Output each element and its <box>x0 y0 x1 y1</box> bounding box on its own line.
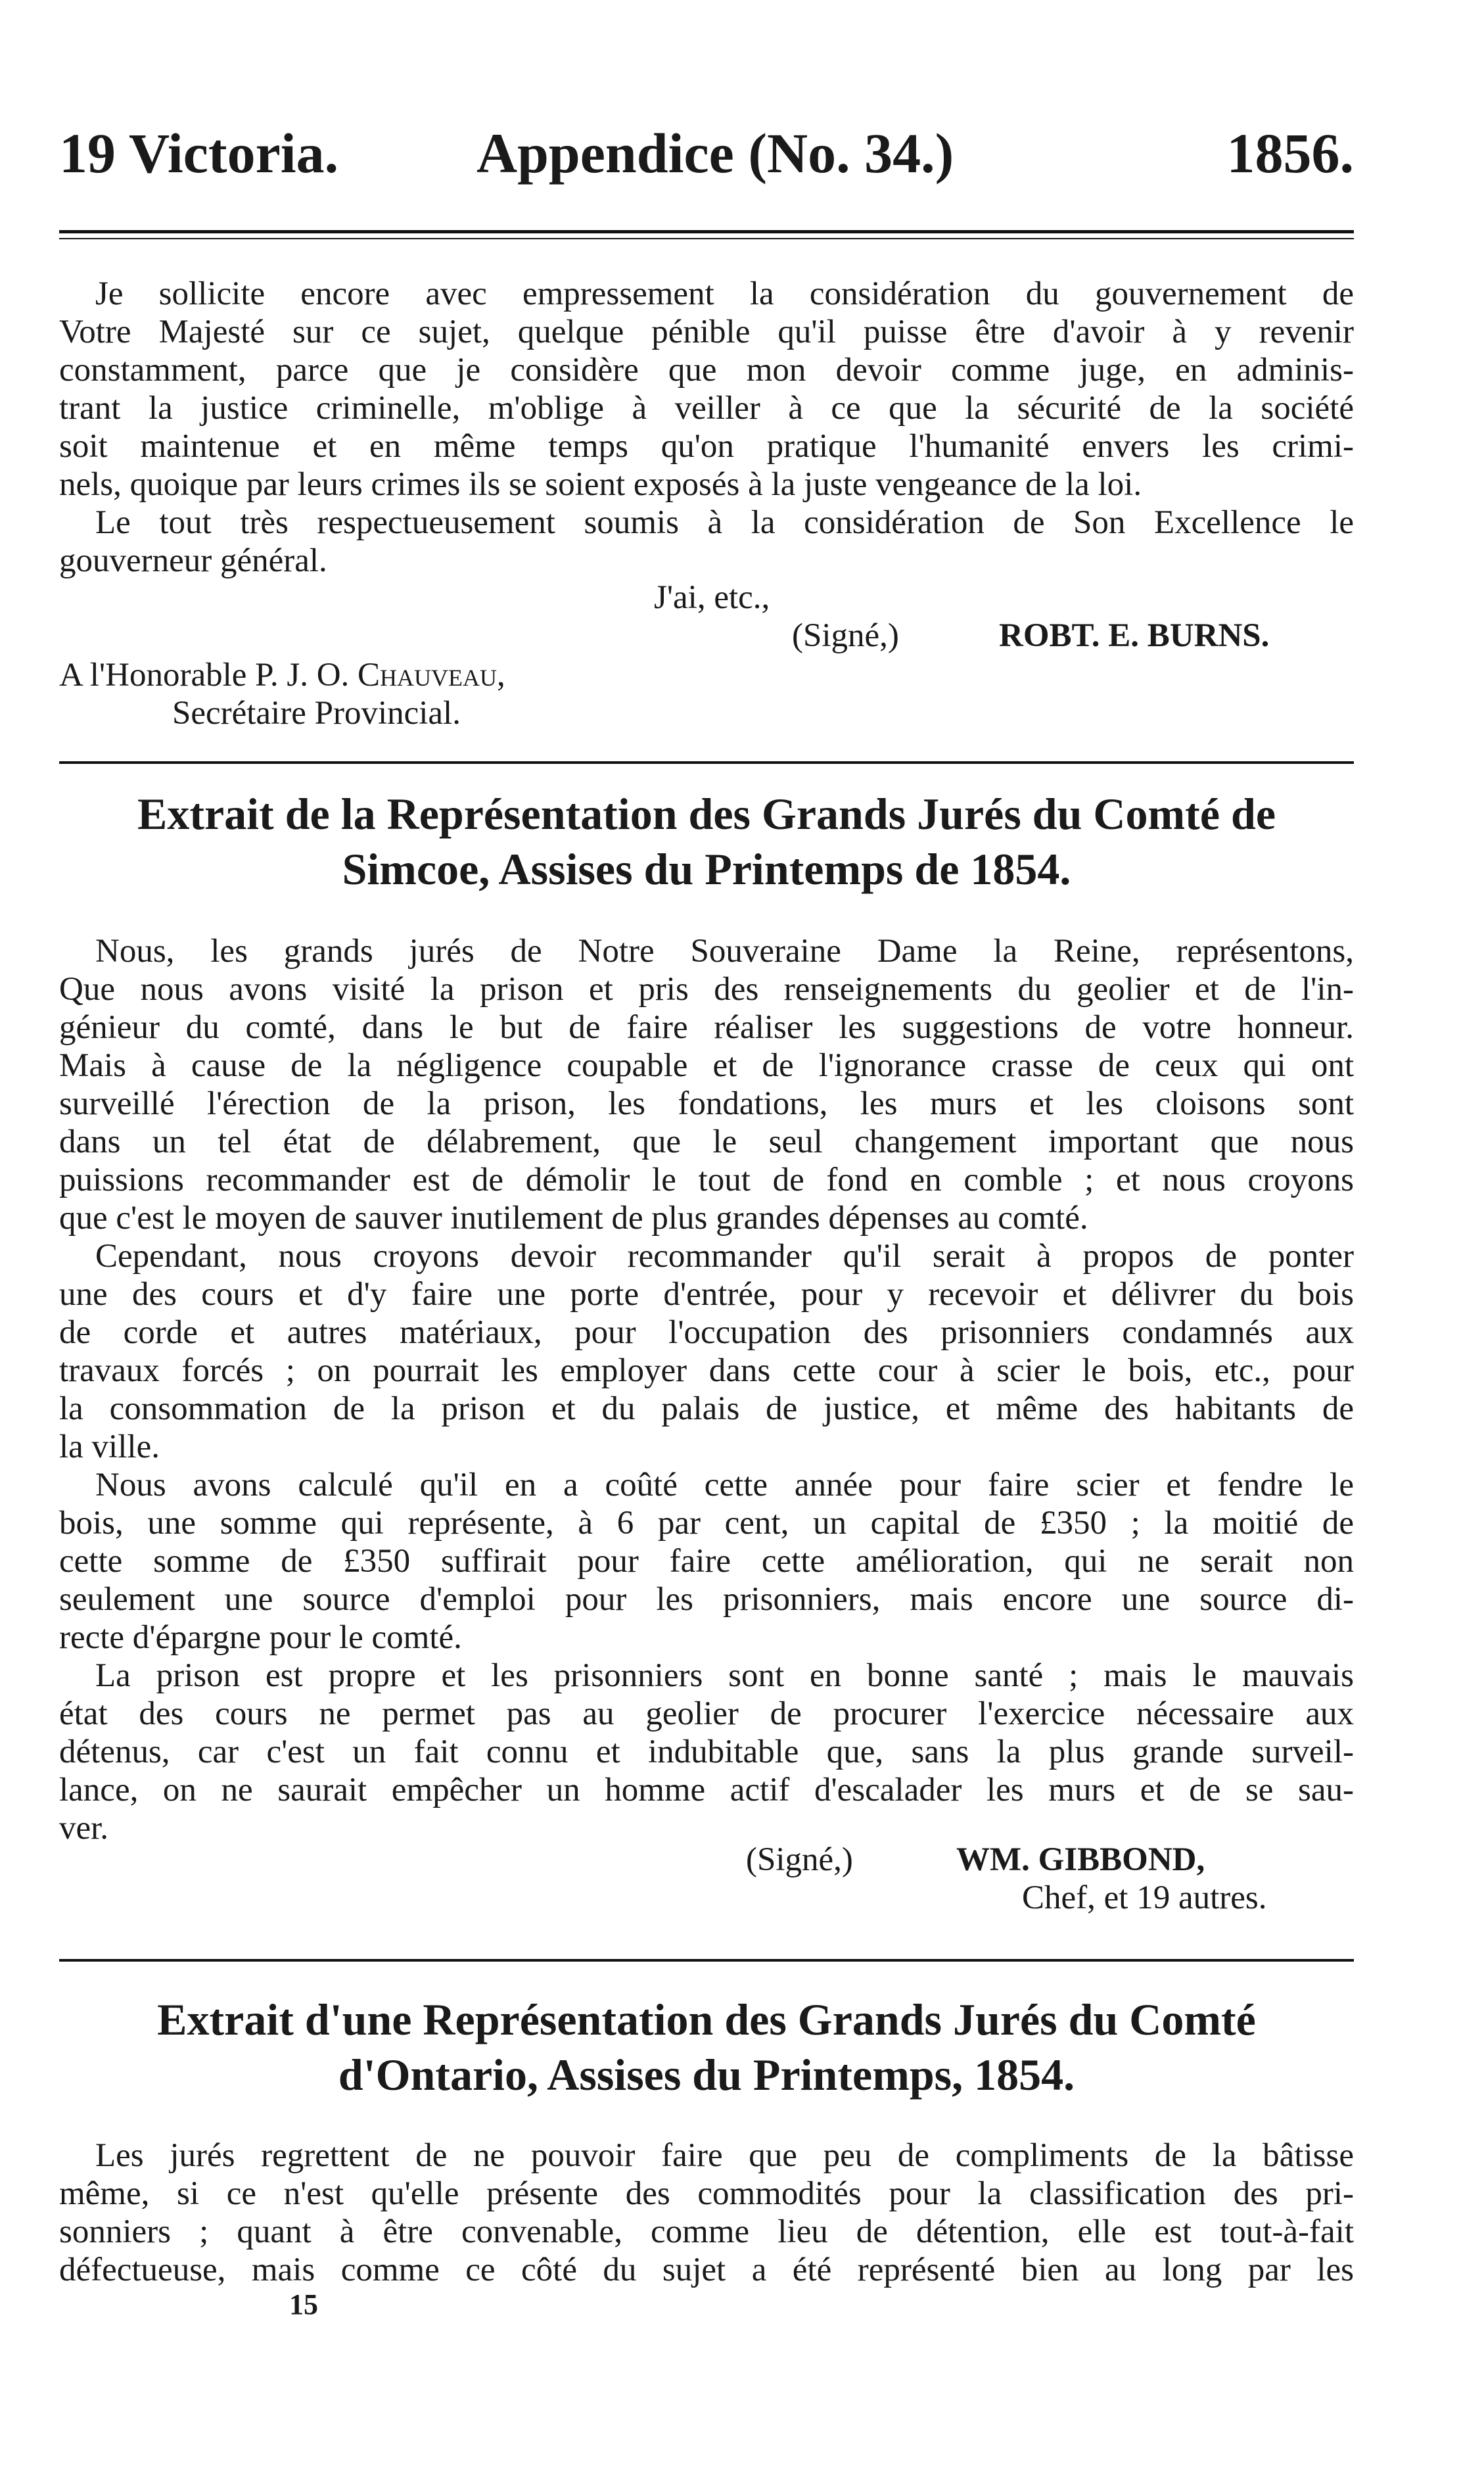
addressee-prefix: A l'Honorable P. J. O. <box>59 657 358 694</box>
text-line: détenus, car c'est un fait connu et indubitable que, sans la plus grande surveil- <box>59 1734 1354 1770</box>
letter-closing: J'ai, etc., <box>654 579 770 616</box>
section-signer-title: Chef, et 19 autres. <box>1022 1879 1267 1916</box>
text-line: Nous avons calculé qu'il en a coûté cette année pour faire scier et fendre le <box>95 1467 1354 1503</box>
text-line: constamment, parce que je considère que mon devoir comme juge, en adminis- <box>59 352 1354 389</box>
text-line: nels, quoique par leurs crimes ils se soient exposés à la juste vengeance de la loi. <box>59 466 1142 503</box>
text-line: La prison est propre et les prisonniers sont en bonne santé ; mais le mauvais <box>95 1657 1354 1694</box>
letter-signed: (Signé,) <box>792 617 899 654</box>
text-line: ver. <box>59 1810 109 1847</box>
text-line: défectueuse, mais comme ce côté du sujet a été représenté bien au long par les <box>59 2252 1354 2288</box>
text-line: surveillé l'érection de la prison, les fondations, les murs et les cloisons sont <box>59 1085 1354 1122</box>
text-line: une des cours et d'y faire une porte d'entrée, pour y recevoir et délivrer du bois <box>59 1276 1354 1313</box>
text-line: la consommation de la prison et du palais de justice, et même des habitants de <box>59 1390 1354 1427</box>
text-line: gouverneur général. <box>59 542 327 579</box>
letter-paragraph <box>59 275 1354 580</box>
text-line: Le tout très respectueusement soumis à la considération de Son Excellence le <box>95 504 1354 541</box>
text-line: seulement une source d'emploi pour les prisonniers, mais encore une source di- <box>59 1581 1354 1618</box>
text-line: même, si ce n'est qu'elle présente des commodités pour la classification des pri- <box>59 2175 1354 2212</box>
text-line: Je sollicite encore avec empressement la considération du gouvernement de <box>95 275 1354 312</box>
section-divider <box>59 1959 1354 1962</box>
section-title <box>59 786 1354 897</box>
text-line: puissions recommander est de démolir le tout de fond en comble ; et nous croyons <box>59 1162 1354 1198</box>
section-divider <box>59 761 1354 764</box>
text-line: génieur du comté, dans le but de faire réaliser les suggestions de votre honneur. <box>59 1009 1354 1046</box>
text-line: lance, on ne saurait empêcher un homme actif d'escalader les murs et de se sau- <box>59 1772 1354 1808</box>
header-year: 1856. <box>1226 122 1354 185</box>
section-title-line: d'Ontario, Assises du Printemps, 1854. <box>338 2050 1075 2100</box>
header-regnal-year: 19 Victoria. <box>59 122 339 185</box>
section-signed: (Signé,) <box>746 1841 853 1878</box>
text-line: de corde et autres matériaux, pour l'occupation des prisonniers condamnés aux <box>59 1314 1354 1351</box>
text-line: Nous, les grands jurés de Notre Souveraine Dame la Reine, représentons, <box>95 933 1354 970</box>
text-line: Mais à cause de la négligence coupable et de l'ignorance crasse de ceux qui ont <box>59 1047 1354 1084</box>
page-number: 15 <box>289 2288 318 2321</box>
letter-addressee-title: Secrétaire Provincial. <box>172 695 461 732</box>
page-header <box>59 122 1354 197</box>
text-line: que c'est le moyen de sauver inutilement de plus grandes dépenses au comté. <box>59 1200 1088 1237</box>
section-title <box>59 1992 1354 2102</box>
text-line: dans un tel état de délabrement, que le seul changement important que nous <box>59 1123 1354 1160</box>
section-title-line: Extrait d'une Représentation des Grands Jurés du Comté <box>157 1994 1256 2044</box>
addressee-name: Chauveau, <box>358 657 505 694</box>
letter-signer: ROBT. E. BURNS. <box>999 617 1270 654</box>
text-line: Votre Majesté sur ce sujet, quelque pénible qu'il puisse être d'avoir à y revenir <box>59 314 1354 350</box>
text-line: trant la justice criminelle, m'oblige à veiller à ce que la sécurité de la société <box>59 390 1354 427</box>
text-line: bois, une somme qui représente, à 6 par cent, un capital de £350 ; la moitié de <box>59 1505 1354 1542</box>
text-line: Que nous avons visité la prison et pris des renseignements du geolier et de l'in- <box>59 971 1354 1008</box>
text-line: soit maintenue et en même temps qu'on pratique l'humanité envers les crimi- <box>59 428 1354 465</box>
text-line: Les jurés regrettent de ne pouvoir faire que peu de compliments de la bâtisse <box>95 2137 1354 2174</box>
letter-addressee <box>59 656 505 694</box>
section-body <box>59 2136 1354 2289</box>
section-title-line: Simcoe, Assises du Printemps de 1854. <box>342 844 1071 894</box>
header-rule <box>59 230 1354 239</box>
text-line: Cependant, nous croyons devoir recommander qu'il serait à propos de ponter <box>95 1238 1354 1275</box>
text-line: recte d'épargne pour le comté. <box>59 1619 462 1656</box>
text-line: cette somme de £350 suffirait pour faire cette amélioration, qui ne serait non <box>59 1543 1354 1580</box>
text-line: travaux forcés ; on pourrait les employer dans cette cour à scier le bois, etc., pour <box>59 1352 1354 1389</box>
section-signer: WM. GIBBOND, <box>956 1841 1205 1878</box>
text-line: état des cours ne permet pas au geolier de procurer l'exercice nécessaire aux <box>59 1695 1354 1732</box>
section-body <box>59 932 1354 1847</box>
text-line: la ville. <box>59 1428 160 1465</box>
text-line: sonniers ; quant à être convenable, comme lieu de détention, elle est tout-à-fait <box>59 2213 1354 2250</box>
header-appendix: Appendice (No. 34.) <box>476 122 954 185</box>
section-title-line: Extrait de la Représentation des Grands Jurés du Comté de <box>137 789 1276 839</box>
